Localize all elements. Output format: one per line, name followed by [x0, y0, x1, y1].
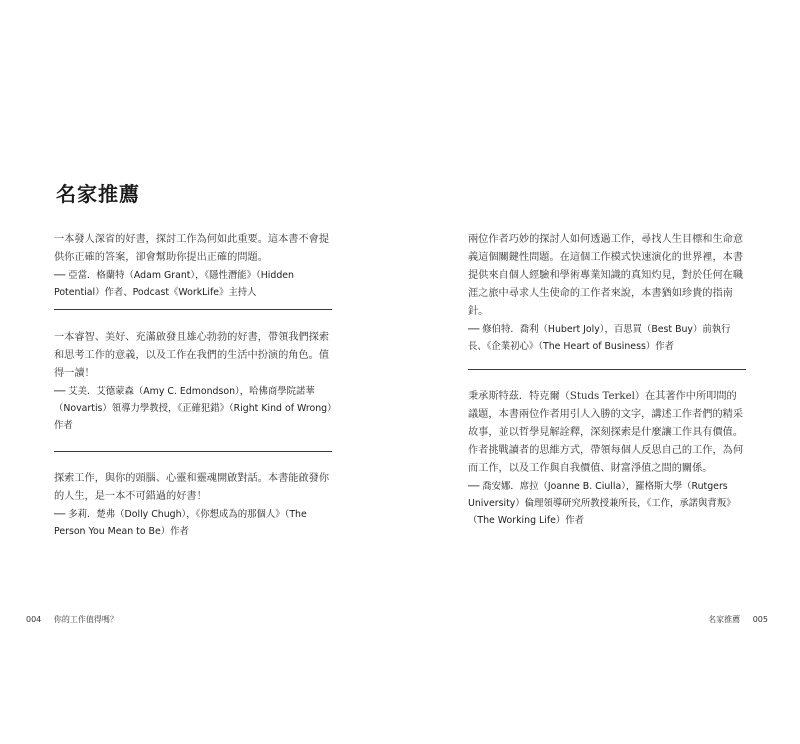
running-head: 名家推薦: [708, 615, 741, 624]
right-page-footer: [698, 614, 768, 625]
endorsement-quote: 兩位作者巧妙的探討人如何透過工作，尋找人生目標和生命意義這個關鍵性問題。在這個工作模式快速演化的世界裡，本書提供來自個人經驗和學術專業知識的真知灼見，對於任何在職涯之旅中尋求人生使命的工作者來說，本書猶如珍貴的指南針。: [468, 234, 744, 317]
section-divider: [54, 309, 332, 310]
endorsement-quote: 探索工作，與你的頭腦、心靈和靈魂開啟對話。本書能啟發你的人生，是一本不可錯過的好書！: [54, 473, 330, 502]
left-page-footer: [26, 614, 128, 625]
running-head: 你的工作值得嗎？: [53, 615, 118, 624]
page-number: 005: [752, 615, 768, 624]
page-number: 004: [26, 615, 42, 624]
right-column: [468, 231, 746, 529]
endorsement-entry: [54, 470, 332, 540]
endorsement-quote: 秉承斯特茲．特克爾（Studs Terkel）在其著作中所叩問的議題，本書兩位作者用引人入勝的文字，講述工作者們的精采故事，並以哲學見解詮釋，深刻探索是什麼讓工作具有價值。作者挑戰讀者的思維方式，帶領每個人反思自己的工作，為何而工作，以及工作與自我價值、財富淨值之間的關係。: [468, 391, 744, 474]
endorsement-quote: 一本睿智、美好、充滿啟發且雄心勃勃的好書，帶領我們探索和思考工作的意義，以及工作在我們的生活中扮演的角色。值得一讀！: [54, 332, 330, 379]
endorsement-author: ── 艾美．艾德蒙森（Amy C. Edmondson），哈佛商學院諾華（Novartis）領導力學教授，《正確犯錯》（Right Kind of Wrong）作者: [54, 386, 332, 431]
section-divider: [468, 369, 746, 370]
endorsement-author: ── 多莉．楚弗（Dolly Chugh），《你想成為的那個人》（The Person You Mean to Be）作者: [54, 509, 307, 537]
endorsement-entry: [468, 388, 746, 529]
endorsement-author: ── 修伯特．喬利（Hubert Joly），百思買（Best Buy）前執行長、《企業初心》（The Heart of Business）作者: [468, 324, 731, 352]
endorsement-entry: [54, 329, 332, 439]
section-divider: [54, 451, 332, 452]
endorsement-author: ── 亞當．格蘭特（Adam Grant），《隱性潛能》（Hidden Potential）作者、Podcast《WorkLife》主持人: [54, 270, 294, 298]
endorsement-quote: 一本發人深省的好書，探討工作為何如此重要。這本書不會提供你正確的答案，卻會幫助你提出正確的問題。: [54, 234, 330, 263]
page-title: 名家推薦: [56, 182, 140, 206]
endorsement-entry: [54, 231, 332, 298]
endorsement-author: ── 喬安娜．席拉（Joanne B. Ciulla），羅格斯大學（Rutgers University）倫理領導研究所教授兼所長，《工作，承諾與背叛》（The Working Life）作者: [468, 481, 736, 526]
left-column: [54, 231, 332, 540]
endorsement-entry: [468, 231, 746, 356]
